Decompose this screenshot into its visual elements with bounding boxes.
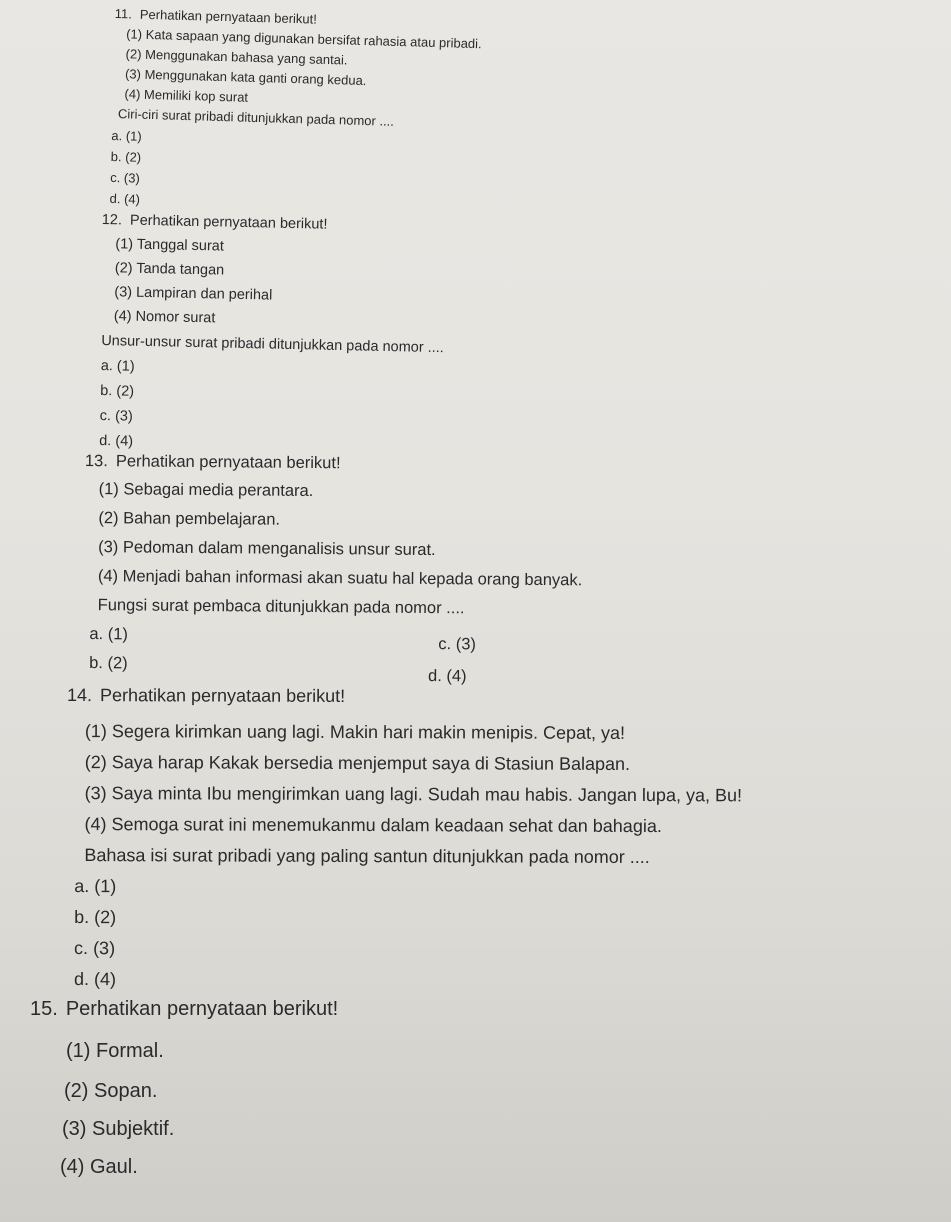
- question-15: [30, 998, 339, 1178]
- question-12: [99, 212, 444, 450]
- question-12-item-2: (2) Tanda tangan: [114, 260, 225, 279]
- question-12-item-1: (1) Tanggal surat: [115, 236, 225, 255]
- question-11-option-c[interactable]: c. (3): [110, 169, 141, 186]
- question-14-intro: Perhatikan pernyataan berikut!: [99, 685, 346, 706]
- question-14-stem: [67, 685, 345, 707]
- question-11-number: 11.: [114, 6, 133, 22]
- question-12-option-b[interactable]: b. (2): [100, 383, 135, 400]
- question-11-option-b[interactable]: b. (2): [110, 148, 142, 165]
- question-12-stem: [102, 212, 328, 233]
- question-12-prompt: Unsur-unsur surat pribadi ditunjukkan pada nomor ....: [101, 333, 444, 357]
- question-15-item-3: (3) Subjektif.: [62, 1118, 175, 1140]
- question-14-item-3: (3) Saya minta Ibu mengirimkan uang lagi. Sudah mau habis. Jangan lupa, ya, Bu!: [84, 783, 743, 806]
- question-13-prompt: Fungsi surat pembaca ditunjukkan pada nomor ....: [97, 596, 465, 618]
- question-14-number: 14.: [66, 685, 93, 706]
- question-15-item-2: (2) Sopan.: [64, 1080, 158, 1102]
- question-11-item-1: (1) Kata sapaan yang digunakan bersifat rahasia atau pribadi.: [126, 26, 482, 52]
- question-12-option-c[interactable]: c. (3): [99, 407, 133, 425]
- question-13: [84, 452, 583, 686]
- question-14-item-2: (2) Saya harap Kakak bersedia menjemput saya di Stasiun Balapan.: [84, 752, 631, 774]
- question-13-option-d[interactable]: d. (4): [427, 667, 467, 686]
- question-13-number: 13.: [84, 452, 108, 471]
- question-11-stem: [115, 6, 318, 27]
- question-11-item-4: (4) Memiliki kop surat: [124, 86, 249, 105]
- question-13-option-c[interactable]: c. (3): [438, 635, 477, 654]
- question-11-item-3: (3) Menggunakan kata ganti orang kedua.: [124, 66, 367, 89]
- question-11: [109, 6, 482, 207]
- question-14: [66, 685, 743, 990]
- question-15-number: 15.: [30, 998, 58, 1020]
- question-14-item-4: (4) Semoga surat ini menemukanmu dalam keadaan sehat dan bahagia.: [84, 814, 662, 837]
- question-11-prompt: Ciri-ciri surat pribadi ditunjukkan pada nomor ....: [117, 106, 395, 129]
- question-14-option-a[interactable]: a. (1): [74, 876, 117, 897]
- question-15-item-1: (1) Formal.: [66, 1040, 164, 1062]
- question-13-intro: Perhatikan pernyataan berikut!: [115, 452, 341, 473]
- question-13-item-2: (2) Bahan pembelajaran.: [98, 509, 281, 529]
- question-14-option-b[interactable]: b. (2): [74, 907, 117, 928]
- question-14-item-1: (1) Segera kirimkan uang lagi. Makin hari makin menipis. Cepat, ya!: [84, 721, 626, 743]
- question-11-intro: Perhatikan pernyataan berikut!: [139, 6, 318, 27]
- question-11-option-d[interactable]: d. (4): [109, 190, 141, 207]
- question-14-option-d[interactable]: d. (4): [73, 969, 117, 990]
- question-12-number: 12.: [101, 212, 123, 229]
- bleed-through-texture: ⠀: [639, 299, 651, 317]
- question-12-option-a[interactable]: a. (1): [100, 358, 135, 375]
- question-13-option-b[interactable]: b. (2): [89, 654, 128, 673]
- question-14-prompt: Bahasa isi surat pribadi yang paling santun ditunjukkan pada nomor ....: [84, 845, 650, 868]
- question-11-option-a[interactable]: a. (1): [111, 127, 142, 144]
- question-11-item-2: (2) Menggunakan bahasa yang santai.: [125, 46, 348, 68]
- question-13-option-a[interactable]: a. (1): [89, 625, 129, 644]
- question-15-item-4: (4) Gaul.: [60, 1156, 138, 1178]
- question-15-stem: [30, 998, 338, 1021]
- question-12-intro: Perhatikan pernyataan berikut!: [129, 212, 328, 233]
- question-13-item-4: (4) Menjadi bahan informasi akan suatu hal kepada orang banyak.: [97, 567, 583, 590]
- question-13-item-1: (1) Sebagai media perantara.: [98, 480, 314, 500]
- question-12-item-3: (3) Lampiran dan perihal: [114, 284, 273, 304]
- question-12-item-4: (4) Nomor surat: [113, 308, 216, 327]
- question-14-option-c[interactable]: c. (3): [74, 938, 116, 959]
- question-13-item-3: (3) Pedoman dalam menganalisis unsur surat.: [98, 538, 436, 560]
- question-13-stem: [85, 452, 341, 473]
- question-15-intro: Perhatikan pernyataan berikut!: [65, 998, 339, 1020]
- question-12-option-d[interactable]: d. (4): [99, 432, 134, 450]
